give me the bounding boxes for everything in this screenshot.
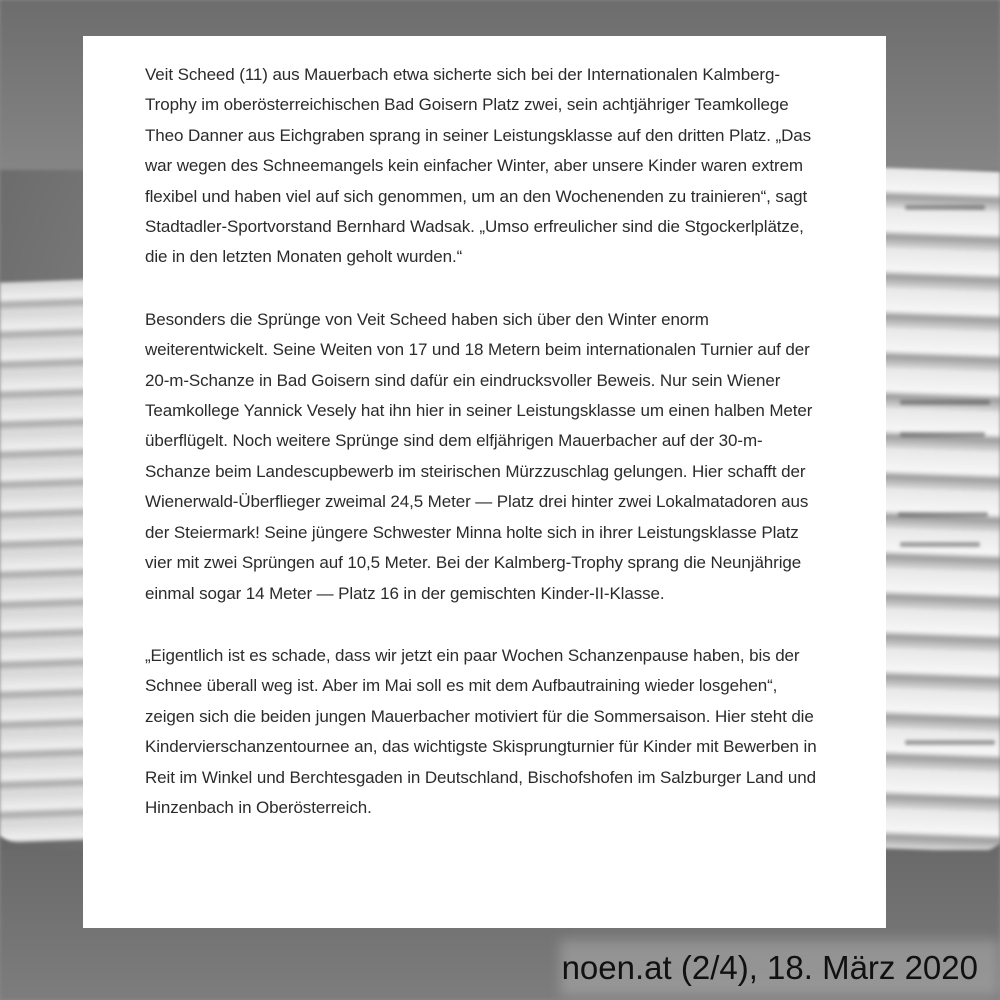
newsprint-mark [900, 432, 985, 437]
article-paragraph-1: Veit Scheed (11) aus Mauerbach etwa sicherte sich bei der Internationalen Kalmberg-Trophy im oberösterreichischen Bad Goisern Platz zwei, sein achtjähriger Teamkollege Theo Danner aus Eichgraben sprang in seiner Leistungsklasse auf den dritten Platz. „Das war wegen des Schneemangels kein einfacher Winter, aber unsere Kinder waren extrem flexibel und haben viel auf sich genommen, um an den Wochenenden zu trainieren“, sagt Stadtadler-Sportvorstand Bernhard Wadsak. „Umso erfreulicher sind die Stgockerlplätze, die in den letzten Monaten geholt wurden.“ [145, 65, 812, 267]
article-paragraph-2: Besonders die Sprünge von Veit Scheed haben sich über den Winter enorm weiterentwickelt. Seine Weiten von 17 und 18 Metern beim internationalen Turnier auf der 20-m-Schanze in Bad Goisern sind dafür ein eindrucksvoller Beweis. Nur sein Wiener Teamkollege Yannick Vesely hat ihn hier in seiner Leistungsklasse um einen halben Meter überflügelt. Noch weitere Sprünge sind dem elfjährigen Mauerbacher auf der 30-m-Schanze beim Landescupbewerb im steirischen Mürzzuschlag gelungen. Hier schafft der Wienerwald-Überflieger zweimal 24,5 Meter — Platz drei hinter zwei Lokalmatadoren aus der Steiermark! Seine jüngere Schwester Minna holte sich in ihrer Leistungsklasse Platz vier mit zwei Sprüngen auf 10,5 Meter. Bei der Kalmberg-Trophy sprang die Neunjährige einmal sogar 14 Meter — Platz 16 in der gemischten Kinder-II-Klasse. [145, 309, 813, 603]
newsprint-mark [898, 512, 988, 517]
source-caption: noen.at (2/4), 18. März 2020 [561, 949, 978, 986]
newsprint-mark [905, 740, 995, 745]
article-card [83, 36, 886, 928]
newsprint-mark [900, 400, 990, 405]
article-paragraph-3: „Eigentlich ist es schade, dass wir jetzt ein paar Wochen Schanzenpause haben, bis der Schnee überall weg ist. Aber im Mai soll es mit dem Aufbautraining wieder losgehen“, zeigen sich die beiden jungen Mauerbacher motiviert für die Sommersaison. Hier steht die Kindervierschanzentournee an, das wichtigste Skisprungturnier für Kinder mit Bewerben in Reit im Winkel und Berchtesgaden in Deutschland, Bischofshofen im Salzburger Land und Hinzenbach in Oberösterreich. [145, 645, 817, 817]
newsprint-mark [900, 542, 980, 547]
newsprint-mark [905, 205, 985, 210]
